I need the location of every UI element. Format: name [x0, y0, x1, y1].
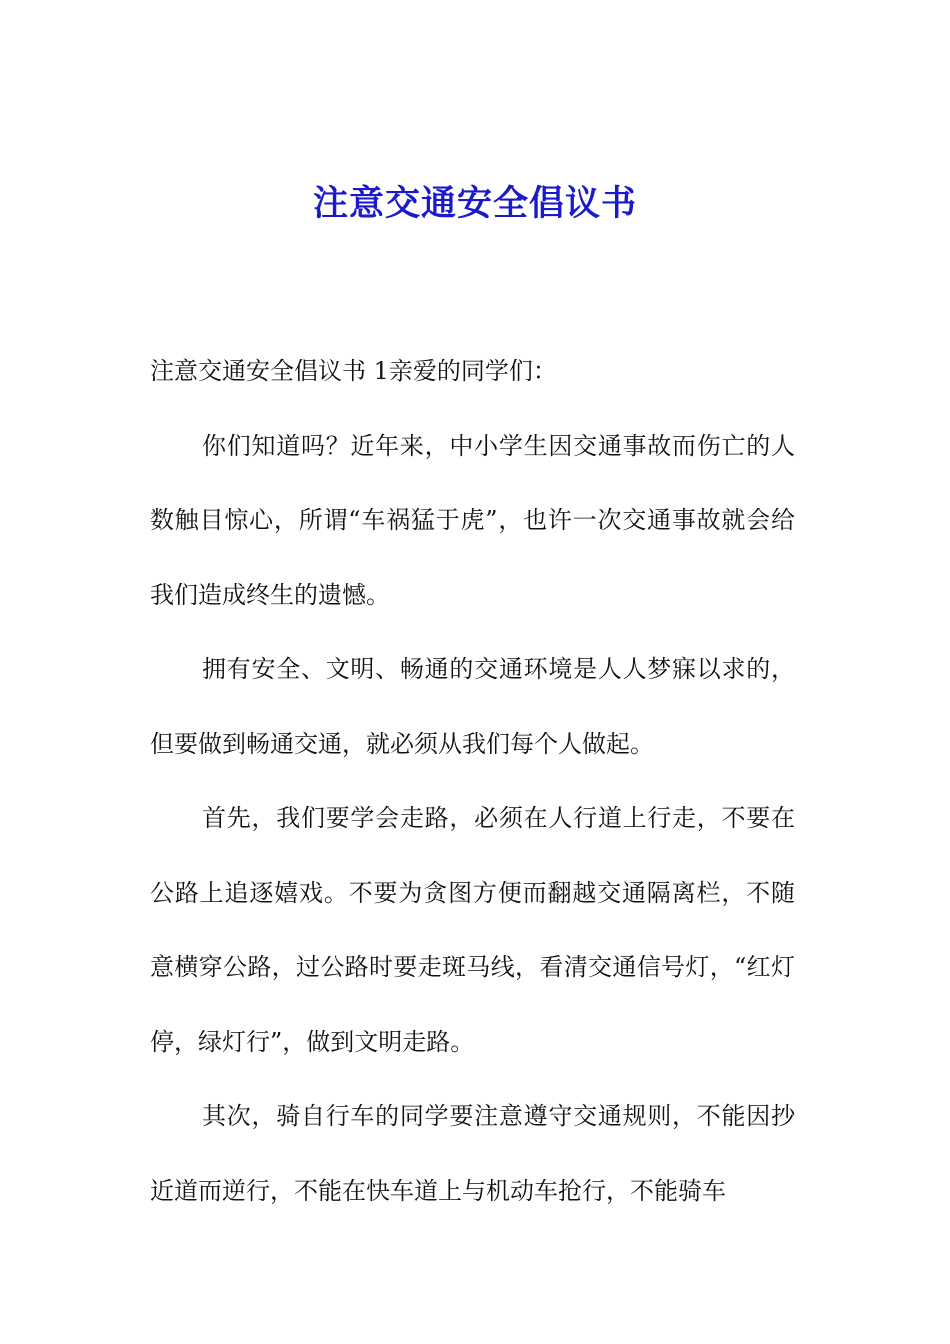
paragraph-1: 你们知道吗？近年来，中小学生因交通事故而伤亡的人数触目惊心，所谓“车祸猛于虎”，也许一次交通事故就会给我们造成终生的遗憾。: [150, 431, 795, 609]
document-body: [150, 334, 795, 1228]
document-title: 注意交通安全倡议书: [312, 183, 637, 224]
paragraph-salutation: 注意交通安全倡议书 1亲爱的同学们：: [150, 357, 557, 385]
paragraph-4: 其次，骑自行车的同学要注意遵守交通规则，不能因抄近道而逆行，不能在快车道上与机动车抢行，不能骑车: [150, 1102, 795, 1205]
paragraph-2: 拥有安全、文明、畅通的交通环境是人人梦寐以求的，但要做到畅通交通，就必须从我们每个人做起。: [150, 655, 795, 758]
paragraph-3: 首先，我们要学会走路，必须在人行道上行走，不要在公路上追逐嬉戏。不要为贪图方便而翻越交通隔离栏，不随意横穿公路，过公路时要走斑马线，看清交通信号灯，“红灯停，绿灯行”，做到文明走路。: [150, 804, 795, 1056]
